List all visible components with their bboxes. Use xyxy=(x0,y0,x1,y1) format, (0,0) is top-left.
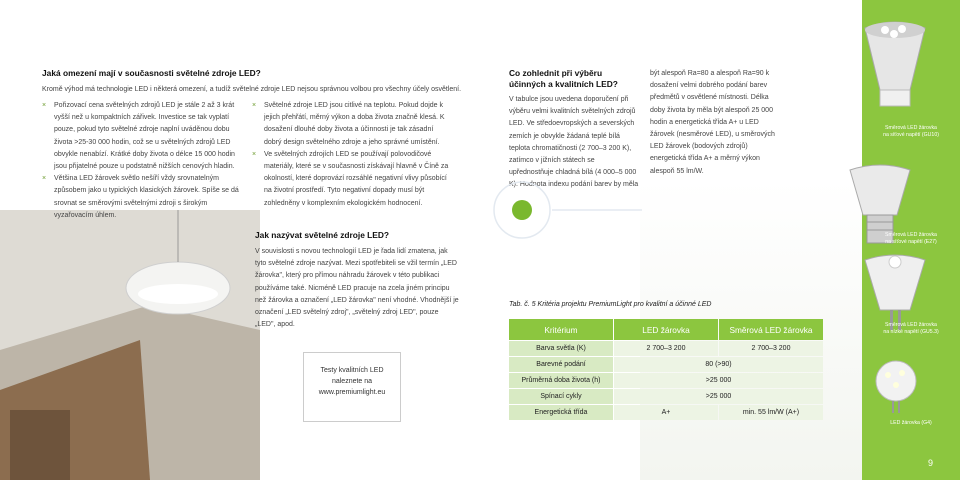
bullet-x-icon: × xyxy=(252,150,257,158)
table-cell: 2 700–3 200 xyxy=(614,341,718,356)
bullet-x-icon: × xyxy=(42,102,47,109)
table-row xyxy=(509,357,823,372)
col-header: Směrová LED žárovka xyxy=(719,319,823,340)
table-cell: Spínací cykly xyxy=(509,389,613,404)
table-row xyxy=(509,389,823,404)
table-cell: 2 700–3 200 xyxy=(719,341,823,356)
premiumlight-note xyxy=(303,352,401,422)
selection-body: V tabulce jsou uvedena doporučení při výběru velmi kvalitních světelných zdrojů LED. Ve středoevropských a severských zemích je obvykle žádaná teplé bílá teplota chromatičnosti (2 700–3 200 K), zatímco v jižních státech se upřednostňuje chladná bílá (4 000–5 000 K). Hodnota indexu podání barev by měla xyxy=(509,96,639,189)
criteria-table xyxy=(508,318,824,421)
note-line: naleznete na xyxy=(331,378,373,385)
limit-item: × Ve světelných zdrojích LED se používají polovodičové materiály, které se v současnosti získávají hlavně v Číně za okolností, které doprovází rozsáhlé negativní vlivy působící na životní prostředí. Tyto negativní dopady musí být zohledněny v komplexním ekologickém hodnocení. xyxy=(252,150,449,207)
selection-heading: Co zohlednit při výběru účinných a kvalitních LED? xyxy=(509,68,618,89)
limit-item: × Světelné zdroje LED jsou citlivé na teplotu. Pokud dojde k jejich přehřátí, měrný výkon a doba života značně klesá. K dosažení dlouhé doby života a účinnosti je tak zásadní dobrý design světelného zdroje a jeho správné umístění. xyxy=(252,102,445,146)
table-cell: A+ xyxy=(614,405,718,420)
bullet-x-icon: × xyxy=(252,102,257,109)
bulb-outline-icon xyxy=(492,170,642,250)
table-caption: Tab. č. 5 Kritéria projektu PremiumLight pro kvalitní a účinné LED xyxy=(509,301,712,308)
bulb-label: Směrová LED žárovka na nízké napětí (GU5.3) xyxy=(883,322,939,335)
kitchen-photo xyxy=(0,210,260,480)
table-cell: Průměrná doba života (h) xyxy=(509,373,613,388)
g4-bulb-icon xyxy=(866,355,926,415)
note-line: Testy kvalitních LED xyxy=(320,367,384,374)
bulb-label: Směrová LED žárovka na síťové napětí (GU10) xyxy=(883,125,939,138)
table-cell: >25 000 xyxy=(614,373,823,388)
limit-item: × Pořizovací cena světelných zdrojů LED je stále 2 až 3 krát vyšší než u kompaktních zářivek. Investice se tak vyplatí pouze, pokud tyto světelné zdroje naplní uváděnou dobu života >25-30 000 hodin, což se u světelných zdrojů LED obvykle nenabízí. Krátké doby života o délce 15 000 hodin jsou přijatelné pouze u podstatně nižších cenových hladin. xyxy=(42,102,235,171)
table-header-row xyxy=(509,319,823,340)
col-header: LED žárovka xyxy=(614,319,718,340)
limit-item: × Většina LED žárovek světlo nešíří vždy srovnatelným způsobem jako u typických klasických žárovek. Spíše se dá srovnat se směrovými světelnými zdroji s širokým vyzařovacím úhlem. xyxy=(42,175,239,219)
bulb-label: LED žárovka (G4) xyxy=(890,420,932,426)
selection-body-cont: být alespoň Ra=80 a alespoň Ra=90 k dosažení velmi dobrého podání barev předmětů v osvětlené místnosti. Délka doby života by měla být alespoň 25 000 hodin a energetická třída A+ u LED žárovek (nesměrové LED), u směrových LED žárovek (bodových zdrojů) energetická třída A+ a měrný výkon alespoň 55 lm/W. xyxy=(650,70,775,175)
table-row xyxy=(509,373,823,388)
table-cell: Barva světla (K) xyxy=(509,341,613,356)
naming-body: V souvislosti s novou technologií LED je řada lidí zmatena, jak tyto světelné zdroje nazývat. Mezi spotřebiteli se vžil termín „LED žárovka", který pro přímou náhradu žárovek v této publikaci používáme také. Nicméně LED pracuje na zcela jiném principu než žárovka a označení „LED žárovka" není vhodné. Vhodnější je označení „LED světelný zdroj", „světelný zdroj LED", pouze „LED", apod. xyxy=(255,248,459,329)
table-cell: Energetická třída xyxy=(509,405,613,420)
note-link[interactable]: www.premiumlight.eu xyxy=(318,389,386,396)
table-row xyxy=(509,405,823,420)
naming-heading: Jak nazývat světelné zdroje LED? xyxy=(255,230,390,240)
page-number: 9 xyxy=(928,458,934,468)
table-cell: 80 (>90) xyxy=(614,357,823,372)
limits-heading: Jaká omezení mají v současnosti světelné zdroje LED? xyxy=(42,68,261,78)
bullet-x-icon: × xyxy=(42,175,47,183)
table-cell: min. 55 lm/W (A+) xyxy=(719,405,823,420)
table-cell: Barevné podání xyxy=(509,357,613,372)
table-row xyxy=(509,341,823,356)
bulb-label: Směrová LED žárovka na síťové napětí (E27) xyxy=(885,232,937,245)
col-header: Kritérium xyxy=(509,319,613,340)
limits-intro: Kromě výhod má technologie LED i některá omezení, a tudíž světelné zdroje LED nejsou správnou volbou pro všechny účely osvětlení. xyxy=(42,86,462,93)
table-cell: >25 000 xyxy=(614,389,823,404)
limits-list-1 xyxy=(42,100,242,222)
gu10-bulb-icon xyxy=(860,20,930,120)
limits-list-2 xyxy=(252,100,452,210)
